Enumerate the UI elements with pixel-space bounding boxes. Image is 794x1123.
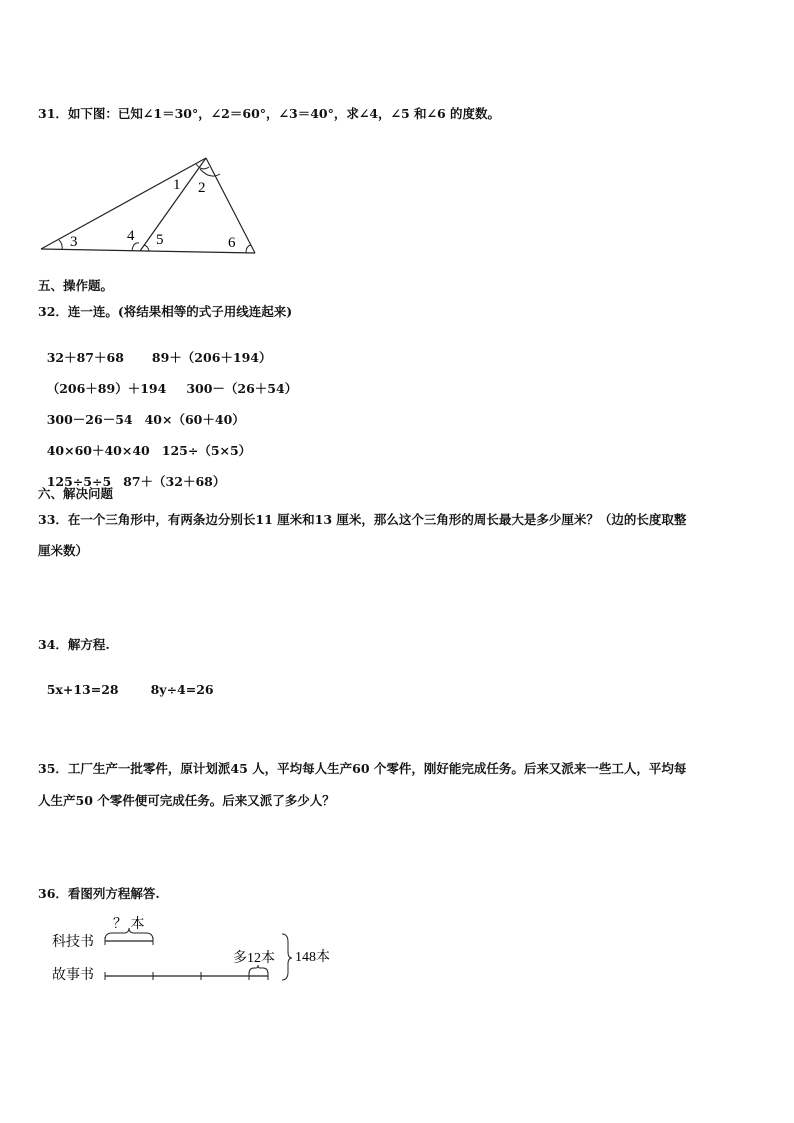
angle-arc-1 xyxy=(196,164,209,169)
match-row xyxy=(38,395,245,428)
unknown-amount-label: ？ 本 xyxy=(113,917,145,932)
equation-2: 8y÷4=26 xyxy=(150,682,214,697)
match-right-expression: 87＋（32＋68） xyxy=(123,474,226,489)
total-brace xyxy=(282,934,292,980)
question-32-text: 32．连一连。(将结果相等的式子用线连起来) xyxy=(38,304,293,319)
question-35-line-1: 35．工厂生产一批零件，原计划派45 人，平均每人生产60 个零件，刚好能完成任务。后来又派来一些工人，平均每 xyxy=(38,761,687,776)
question-31-text: 31．如下图：已知∠1＝30°，∠2＝60°，∠3＝40°，求∠4，∠5 和∠6 的度数。 xyxy=(38,106,501,121)
angle-label-3: 3 xyxy=(70,234,78,250)
more-brace xyxy=(249,965,268,974)
angle-arc-5 xyxy=(144,245,149,251)
match-right-expression: 125÷（5×5） xyxy=(161,443,252,458)
angle-arc-3 xyxy=(59,240,62,250)
triangle-angle-figure xyxy=(34,152,274,262)
question-35-line-2: 人生产50 个零件便可完成任务。后来又派了多少人？ xyxy=(38,793,335,808)
match-left-expression: 125÷5÷5 xyxy=(46,474,112,489)
section-6-title: 六、解决问题 xyxy=(38,486,114,501)
question-34-text: 34．解方程. xyxy=(38,637,110,652)
match-row xyxy=(38,364,297,397)
match-row xyxy=(38,426,251,459)
angle-arc-2 xyxy=(200,169,220,176)
match-right-expression: 40×（60＋40） xyxy=(144,412,245,427)
book-line-diagram xyxy=(50,912,350,982)
story-book-label: 故事书 xyxy=(52,968,94,982)
question-33-line-1: 33．在一个三角形中，有两条边分别长11 厘米和13 厘米，那么这个三角形的周长最大是多少厘米？（边的长度取整 xyxy=(38,512,687,527)
match-left-expression: 40×60＋40×40 xyxy=(46,443,150,458)
triangle-inner-segment xyxy=(140,158,206,251)
angle-label-2: 2 xyxy=(198,180,206,196)
question-33-line-2: 厘米数） xyxy=(38,543,89,558)
angle-arc-4 xyxy=(132,243,139,251)
angle-label-6: 6 xyxy=(228,235,236,251)
match-row xyxy=(38,333,272,366)
match-right-expression: 89＋（206＋194） xyxy=(151,350,272,365)
angle-label-4: 4 xyxy=(127,228,135,244)
equation-row xyxy=(38,667,214,697)
angle-label-5: 5 xyxy=(156,232,164,248)
angle-arc-6 xyxy=(246,245,251,253)
science-book-label: 科技书 xyxy=(52,935,94,950)
section-5-title: 五、操作题。 xyxy=(38,278,114,293)
more-amount-label: 多12本 xyxy=(233,951,275,966)
match-left-expression: 300－26－54 xyxy=(46,412,133,427)
question-36-text: 36．看图列方程解答. xyxy=(38,886,160,901)
match-right-expression: 300－（26＋54） xyxy=(186,381,298,396)
equation-1: 5x+13=28 xyxy=(46,682,119,697)
match-left-expression: 32＋87＋68 xyxy=(46,350,124,365)
total-amount-label: 148本 xyxy=(295,950,330,965)
triangle-left-side xyxy=(41,158,206,249)
angle-label-1: 1 xyxy=(173,177,181,193)
match-left-expression: （206＋89）＋194 xyxy=(46,381,167,396)
